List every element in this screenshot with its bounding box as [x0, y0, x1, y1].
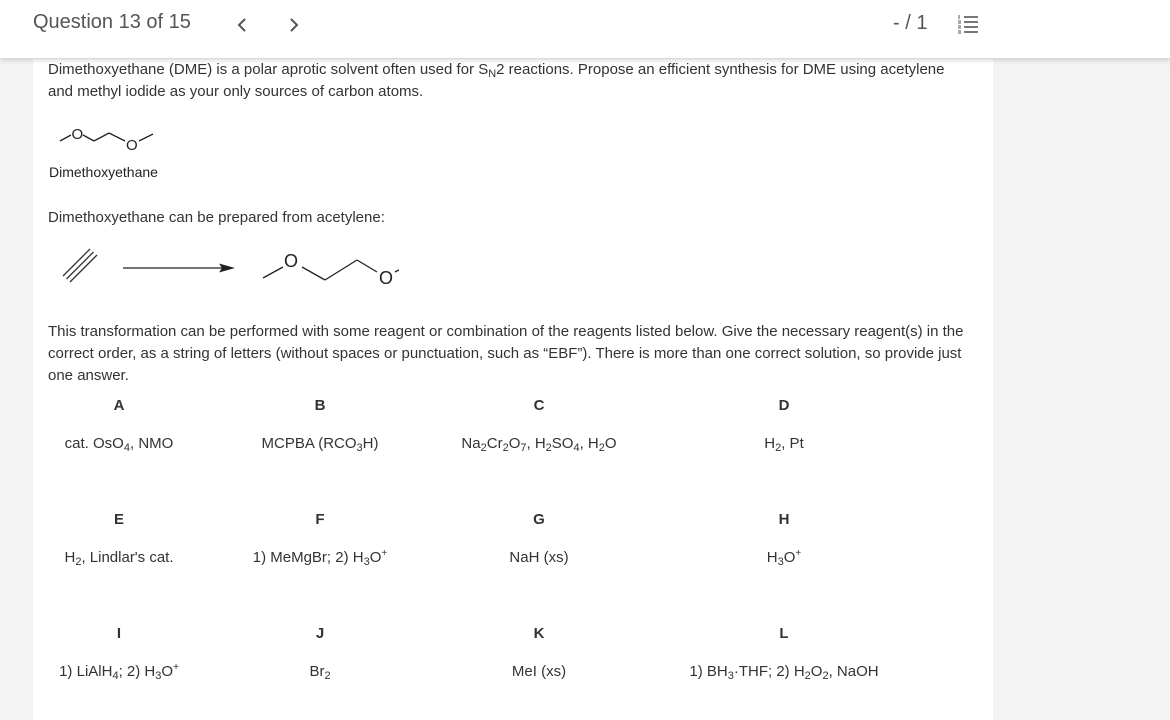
- reagent-i: 1) LiAlH$_4$; 2) $H_3O^+$: [59, 662, 179, 682]
- instructions: This transformation can be performed with some reagent or combination of the reagents listed below. Give the necessary reagent(s) in the correct order, as a string of letters (without spaces or punctuation, such as “EBF”). There is more than one correct solution, so provide just one answer.: [48, 323, 964, 384]
- oxygen-atom-label: O: [284, 251, 299, 271]
- dimethoxyethane-structure: [57, 124, 167, 158]
- acetylene-triple-bond: [63, 249, 97, 282]
- reagent-letter-d: D: [778, 397, 790, 414]
- reagent-letter-c: C: [533, 397, 545, 414]
- reagent-a: cat. OsO$_4$, NMO: [64, 435, 174, 454]
- reaction-scheme: [59, 244, 399, 294]
- oxygen-atom-label: O: [71, 126, 84, 143]
- reagent-j: $Br_2$: [309, 663, 331, 682]
- previous-question-button[interactable]: [232, 14, 252, 36]
- reagent-h: $H_3O^+$: [766, 548, 802, 568]
- reagent-c: $Na_2Cr_2O_7$, $H_2SO_4$, $H_2O$: [461, 435, 617, 454]
- reagent-letter-a: A: [113, 397, 125, 414]
- reagent-letter-k: K: [533, 625, 545, 642]
- reagent-e: $H_2$, Lindlar's cat.: [64, 549, 174, 568]
- molecule-label: Dimethoxyethane: [49, 164, 158, 180]
- chevron-left-icon: [237, 17, 247, 33]
- prep-statement: Dimethoxyethane can be prepared from acetylene:: [48, 209, 385, 226]
- next-question-button[interactable]: [284, 14, 304, 36]
- question-intro: Dimethoxyethane (DME) is a polar aprotic solvent often used for $S_N2$ reactions. Propose an efficient synthesis for DME using acetylene and methyl iodide as your only sources of carbon atoms.: [48, 61, 945, 100]
- top-bar: [0, 0, 1170, 59]
- reagent-letter-e: E: [113, 511, 125, 528]
- question-counter: Question 13 of 15: [33, 11, 191, 33]
- question-card: [33, 58, 993, 720]
- oxygen-atom-label: O: [126, 137, 138, 154]
- question-list-button[interactable]: [957, 14, 979, 34]
- reagent-letter-h: H: [778, 511, 790, 528]
- reagent-l: 1) $BH_3\cdot THF$; 2) $H_2O_2$, NaOH: [689, 663, 879, 682]
- reaction-arrow: [123, 264, 235, 273]
- reagent-letter-j: J: [315, 625, 325, 642]
- reagent-g: NaH (xs): [509, 549, 569, 566]
- reagent-letter-g: G: [533, 511, 545, 528]
- reagent-k: MeI (xs): [511, 663, 567, 680]
- reagent-letter-l: L: [779, 625, 789, 642]
- chevron-right-icon: [289, 17, 299, 33]
- reagent-letter-i: I: [116, 625, 122, 642]
- reagent-f: 1) MeMgBr; 2) $H_3O^+$: [252, 548, 388, 568]
- reagent-letter-b: B: [314, 397, 326, 414]
- reagent-b: MCPBA $(RCO_3H)$: [261, 435, 379, 454]
- reagent-d: $H_2$, Pt: [764, 435, 804, 454]
- reagent-letter-f: F: [315, 511, 325, 528]
- oxygen-atom-label: O: [379, 268, 394, 288]
- numbered-list-icon: [957, 14, 979, 34]
- score-display: - / 1: [893, 12, 928, 34]
